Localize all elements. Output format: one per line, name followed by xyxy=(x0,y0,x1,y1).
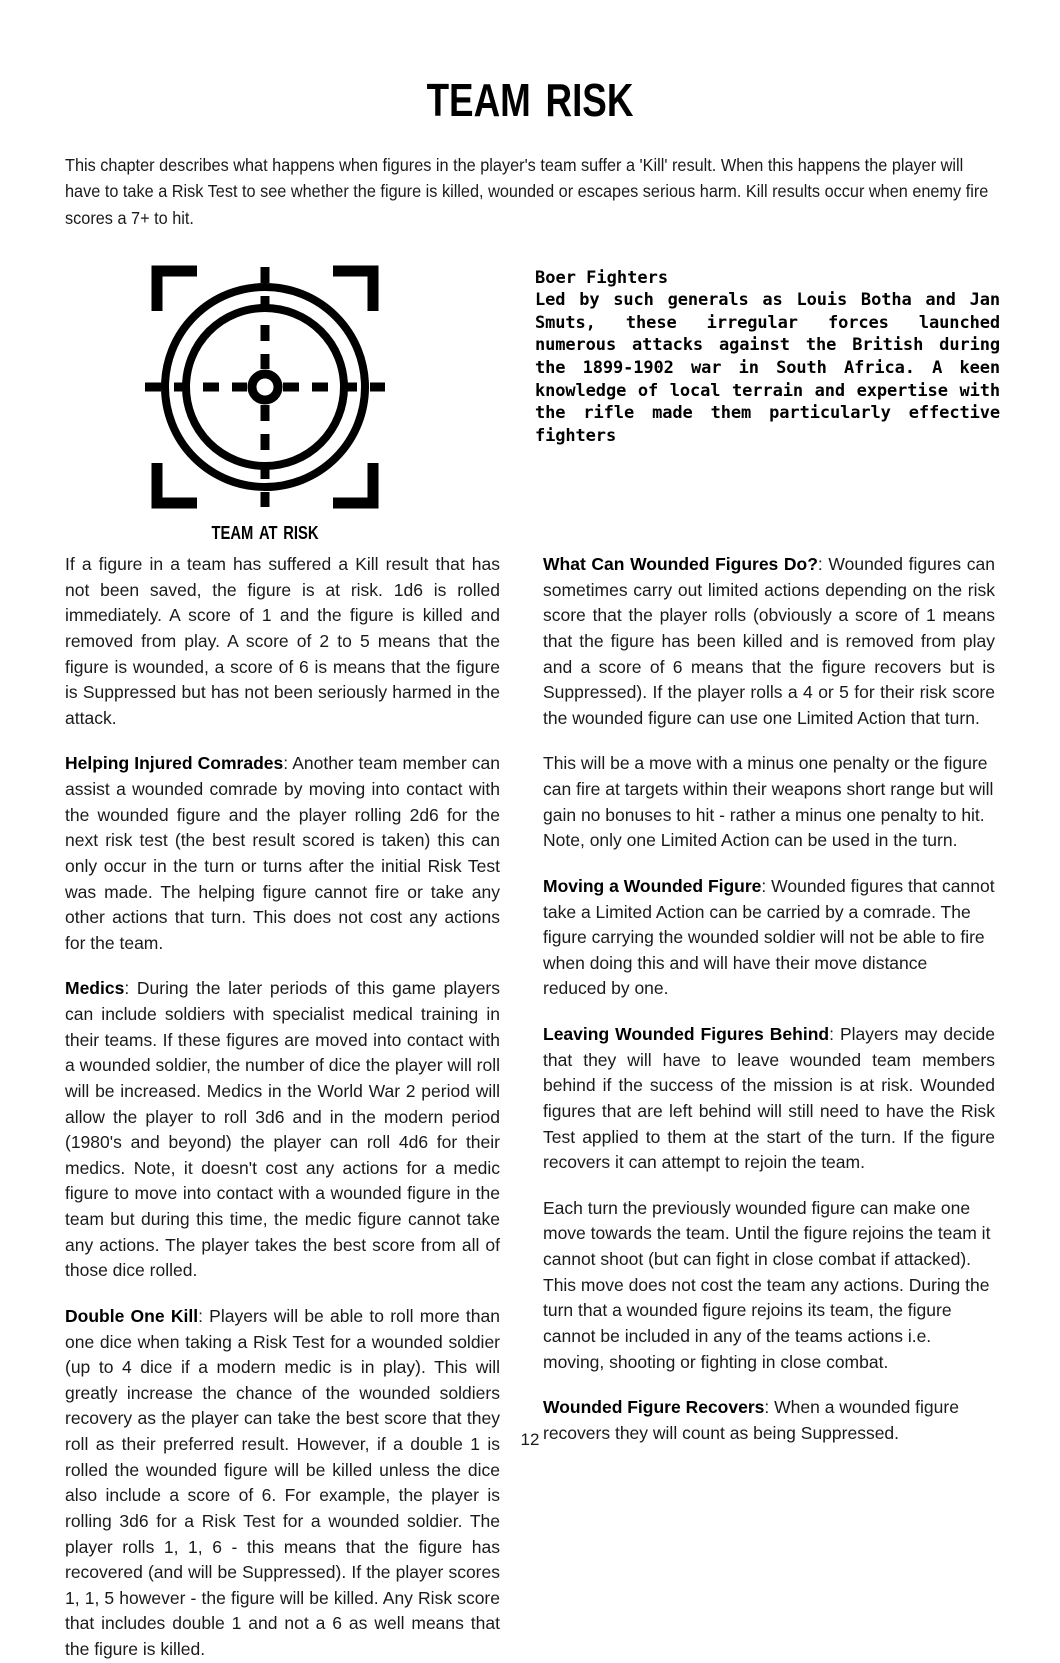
crosshair-target-icon xyxy=(143,261,387,513)
paragraph-heading: Helping Injured Comrades xyxy=(65,753,284,774)
paragraph-text: : During the later periods of this game players can include soldiers with specialist medical training in their teams. If these figures are moved into contact with a wounded soldier, the number of dice the player will roll will be increased. Medics in the World War 2 period will allow the player to roll 3d6 and in the modern period (1980's and beyond) the player can roll 4d6 for their medics. Note, it doesn't cost any actions for a medic figure to move into contact with a wounded figure in the team but during this time, the medic figure cannot take any actions. The player takes the best score from all of those dice rolled. xyxy=(65,978,500,1281)
sidebar-body: Led by such generals as Louis Botha and Jan Smuts, these irregular forces launched numerous attacks against the British during the 1899-1902 war in South Africa. A keen knowledge of local terrain and expertise with the rifle made them particularly effective fighters xyxy=(535,290,1000,446)
paragraph xyxy=(65,1304,500,1663)
paragraph-heading: Leaving Wounded Figures Behind xyxy=(543,1024,830,1044)
paragraph-heading: Medics xyxy=(65,978,125,999)
paragraph-text: : When a wounded figure recovers they will count as being Suppressed. xyxy=(543,1397,959,1443)
page-number: 12 xyxy=(520,1430,540,1449)
sidebar-callout xyxy=(535,267,1000,448)
paragraph-text: Each turn the previously wounded figure can make one move towards the team. Until the figure rejoins the team it cannot shoot (but can fight in close combat if attacked). This move does not cost the team any actions. During the turn that a wounded figure rejoins its team, the figure cannot be included in any of the teams actions i.e. moving, shooting or fighting in close combat. xyxy=(543,1197,991,1372)
page-title: team risk xyxy=(426,56,634,130)
figure-caption: team at risk xyxy=(211,516,319,545)
paragraph-text: : Wounded figures that cannot take a Limited Action can be carried by a comrade. The figure carrying the wounded soldier will not be able to fire when doing this and will have their move distance reduced by one. xyxy=(543,875,995,999)
paragraph xyxy=(543,751,995,854)
sidebar-title: Boer Fighters xyxy=(535,267,669,288)
paragraph-heading: Double One Kill xyxy=(65,1305,199,1326)
left-column xyxy=(65,552,530,1663)
paragraph-text: : Players may decide that they will have to leave wounded team members behind if the success of the mission is at risk. Wounded figures that are left behind will still need to have the Risk Test applied to them at the start of the turn. If the figure recovers it can attempt to rejoin the team. xyxy=(543,1024,996,1173)
paragraph xyxy=(543,874,995,1002)
right-column xyxy=(530,552,995,1663)
intro-paragraph: This chapter describes what happens when figures in the player's team suffer a 'Kill' result. When this happens the player will have to take a Risk Test to see whether the figure is killed, wounded or escapes serious harm. Kill results occur when enemy fire scores a 7+ to hit. xyxy=(65,155,989,228)
figure-sidebar-band xyxy=(65,261,1000,551)
paragraph xyxy=(543,1022,995,1176)
paragraph-text: : Wounded figures can sometimes carry out limited actions depending on the risk score that the player rolls (obviously a score of 1 means that the figure has been killed and is removed from play and a score of 6 means that the figure recovers but is Suppressed). If the player rolls a 4 or 5 for their risk score the wounded figure can use one Limited Action that turn. xyxy=(543,554,995,728)
body-columns xyxy=(65,552,995,1663)
paragraph xyxy=(65,552,500,731)
paragraph xyxy=(543,552,995,731)
paragraph-text: If a figure in a team has suffered a Kill result that has not been saved, the figure is at risk. 1d6 is rolled immediately. A score of 1 and the figure is killed and removed from play. A score of 2 to 5 means that the figure is wounded, a score of 6 is means that the figure is Suppressed but has not been seriously harmed in the attack. xyxy=(65,554,500,728)
paragraph-text: This will be a move with a minus one penalty or the figure can fire at targets within their weapons short range but will gain no bonuses to hit - rather a minus one penalty to hit. Note, only one Limited Action can be used in the turn. xyxy=(543,753,994,851)
figure-block xyxy=(115,261,415,546)
paragraph xyxy=(543,1196,995,1375)
paragraph xyxy=(65,751,500,956)
paragraph-heading: Wounded Figure Recovers xyxy=(543,1397,765,1418)
paragraph-heading: Moving a Wounded Figure xyxy=(543,875,762,896)
paragraph xyxy=(65,976,500,1284)
paragraph-text: : Players will be able to roll more than one dice when taking a Risk Test for a wounded soldier (up to 4 dice if a modern medic is in play). This will greatly increase the chance of the wounded soldiers recovery as the player can take the best score that they roll as their preferred result. However, if a double 1 is rolled the wounded figure will be killed unless the dice also include a score of 6. For example, the player is rolling 3d6 for a Risk Test for a wounded soldier. The player rolls 1, 1, 6 - this means that the figure has recovered (and will be Suppressed). If the player scores 1, 1, 5 however - the figure will be killed. Any Risk score that includes double 1 and not a 6 as well means that the figure is killed. xyxy=(65,1305,500,1659)
paragraph-heading: What Can Wounded Figures Do? xyxy=(543,554,818,574)
paragraph-text: : Another team member can assist a wounded comrade by moving into contact with the wounded figure and the player rolling 2d6 for the next risk test (the best result scored is taken) this can only occur in the turn or turns after the initial Risk Test was made. The helping figure cannot fire or take any other actions that turn. This does not cost any actions for the team. xyxy=(65,753,500,953)
